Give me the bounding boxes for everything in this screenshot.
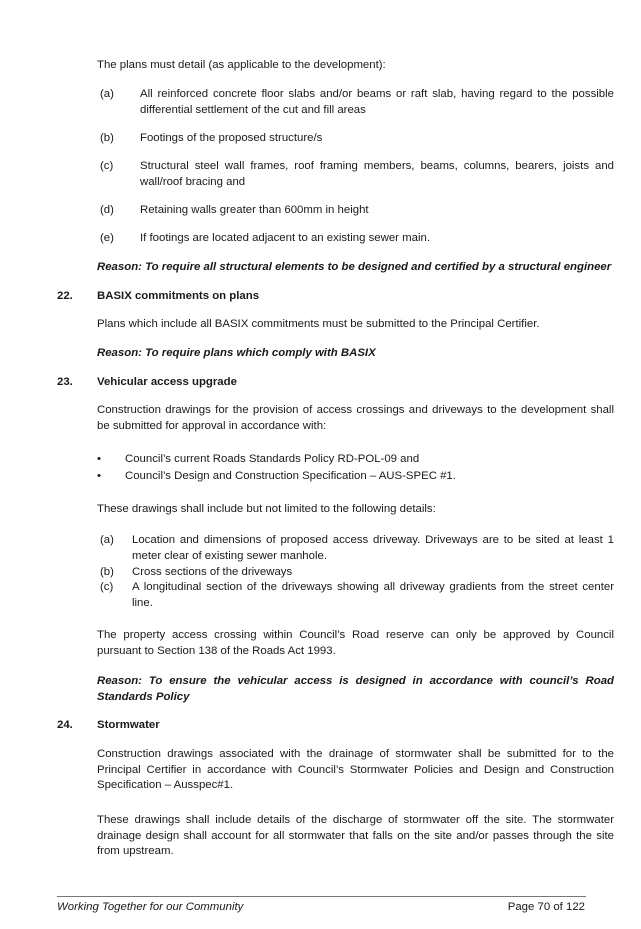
plan-item-d xyxy=(97,203,614,219)
plan-item-text: All reinforced concrete floor slabs and/or beams or raft slab, having regard to the possible differential settlement of the cut and fill areas xyxy=(140,88,614,116)
section-title-23: Vehicular access upgrade xyxy=(97,376,237,388)
plan-item-label: (e) xyxy=(100,232,114,244)
section-title-24: Stormwater xyxy=(97,719,160,731)
section-24-paragraph-2: These drawings shall include details of the discharge of stormwater off the site. The stormwater drainage design shall account for all stormwater that falls on the site and/or passes through the site from upstream. xyxy=(97,814,614,857)
detail-item-text: A longitudinal section of the driveways showing all driveway gradients from the street center line. xyxy=(132,581,614,609)
detail-item-b xyxy=(97,565,614,581)
bullet-text: Council’s current Roads Standards Policy RD-POL-09 and xyxy=(125,453,420,465)
section-number-23: 23. xyxy=(57,376,73,388)
plan-item-a xyxy=(97,87,614,118)
plan-item-text: Structural steel wall frames, roof framing members, beams, columns, bearers, joists and wall/roof bracing and xyxy=(140,160,614,188)
detail-item-label: (a) xyxy=(100,534,114,546)
reason-structural: Reason: To require all structural elements to be designed and certified by a structural engineer xyxy=(97,261,612,273)
detail-item-c xyxy=(97,580,614,611)
crossing-paragraph: The property access crossing within Council’s Road reserve can only be approved by Council pursuant to Section 138 of the Roads Act 1993. xyxy=(97,629,614,657)
section-24-paragraph-1: Construction drawings associated with the drainage of stormwater shall be submitted for to the Principal Certifier in accordance with Council’s Stormwater Policies and Design and Construction Specification – Ausspec#1. xyxy=(97,748,614,791)
plan-item-text: If footings are located adjacent to an existing sewer main. xyxy=(140,232,430,244)
detail-item-label: (c) xyxy=(100,581,114,593)
section-22-body: Plans which include all BASIX commitments must be submitted to the Principal Certifier. xyxy=(97,318,540,330)
plan-item-e xyxy=(97,231,614,247)
section-number-24: 24. xyxy=(57,719,73,731)
section-23-reason: Reason: To ensure the vehicular access is designed in accordance with council’s Road Standards Policy xyxy=(97,675,614,703)
plan-item-c xyxy=(97,159,614,190)
bullet-item xyxy=(97,469,614,485)
bullet-icon: • xyxy=(97,470,101,482)
plan-item-text: Retaining walls greater than 600mm in height xyxy=(140,204,369,216)
plan-item-label: (a) xyxy=(100,88,114,100)
detail-item-text: Location and dimensions of proposed access driveway. Driveways are to be sited at least 1 meter clear of existing sewer manhole. xyxy=(132,534,614,562)
page-number: Page 70 of 122 xyxy=(507,901,585,913)
plan-item-label: (d) xyxy=(100,204,114,216)
plan-item-label: (c) xyxy=(100,160,114,172)
bullet-icon: • xyxy=(97,453,101,465)
section-22-reason: Reason: To require plans which comply with BASIX xyxy=(97,347,376,359)
footer-divider xyxy=(57,896,586,897)
section-number-22: 22. xyxy=(57,290,73,302)
detail-item-label: (b) xyxy=(100,566,114,578)
section-title-22: BASIX commitments on plans xyxy=(97,290,260,302)
bullet-text: Council’s Design and Construction Specification – AUS-SPEC #1. xyxy=(125,470,456,482)
bullet-item xyxy=(97,452,614,468)
plan-item-b xyxy=(97,131,614,147)
section-23-body: Construction drawings for the provision of access crossings and driveways to the development shall be submitted for approval in accordance with: xyxy=(97,404,614,432)
details-intro: These drawings shall include but not limited to the following details: xyxy=(97,503,436,515)
plans-intro: The plans must detail (as applicable to the development): xyxy=(97,59,386,71)
plan-item-label: (b) xyxy=(100,132,114,144)
detail-item-a xyxy=(97,533,614,564)
plan-item-text: Footings of the proposed structure/s xyxy=(140,132,323,144)
footer-tagline: Working Together for our Community xyxy=(57,901,244,913)
detail-item-text: Cross sections of the driveways xyxy=(132,566,293,578)
